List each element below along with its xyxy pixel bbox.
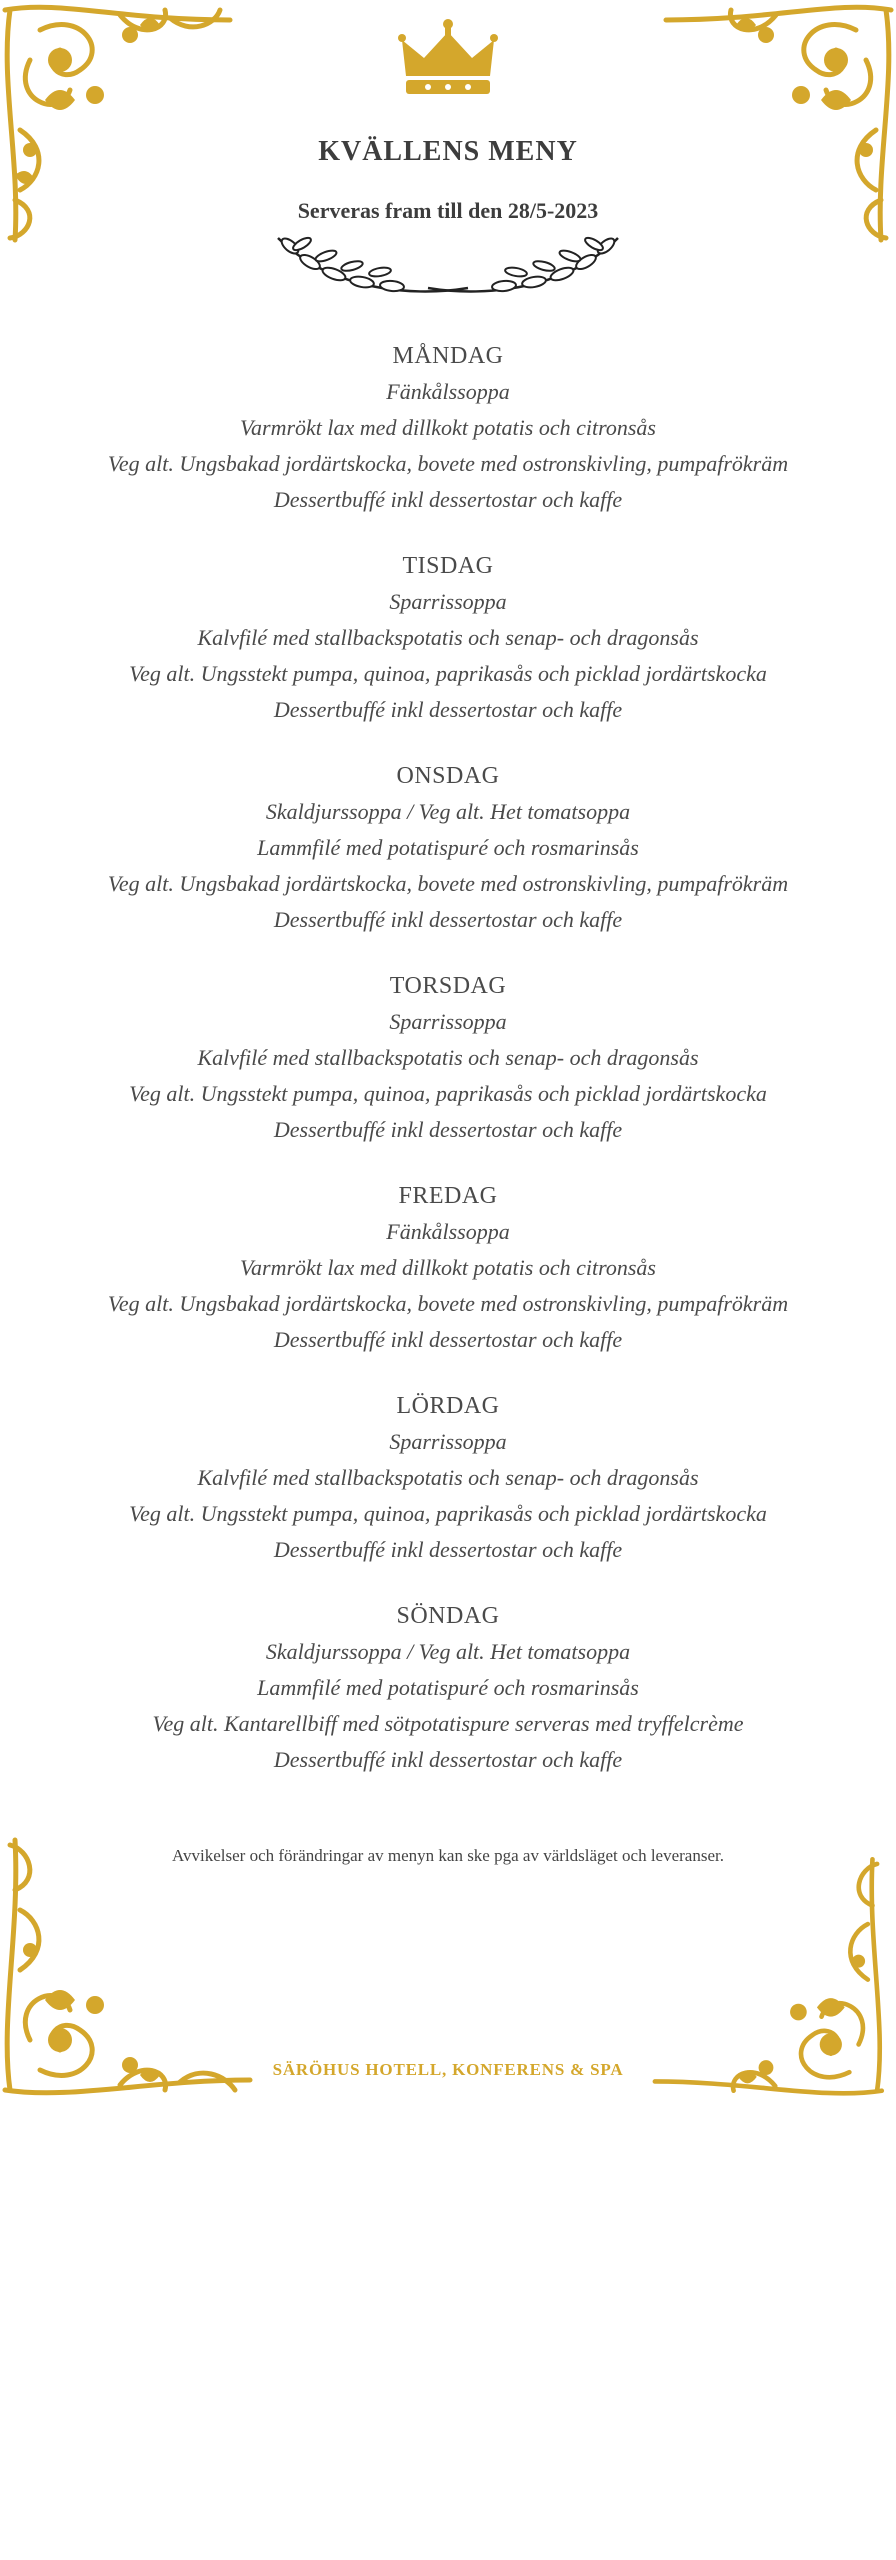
dish: Lammfilé med potatispuré och rosmarinsås — [257, 835, 639, 860]
dish: Veg alt. Ungsbakad jordärtskocka, bovete med ostronskivling, pumpafrökräm — [107, 451, 789, 476]
day-name: FREDAG — [398, 1183, 498, 1209]
laurel-wreath-icon — [268, 228, 628, 304]
dish: Skaldjurssoppa / Veg alt. Het tomatsoppa — [265, 799, 631, 824]
page-title: KVÄLLENS MENY — [318, 136, 578, 167]
dish: Dessertbuffé inkl dessertostar och kaffe — [273, 1117, 623, 1142]
day-block-wednesday — [0, 758, 896, 938]
day-name: SÖNDAG — [396, 1603, 500, 1629]
day-name: LÖRDAG — [396, 1393, 500, 1419]
dish: Kalvfilé med stallbackspotatis och senap- och dragonsås — [197, 1465, 699, 1490]
day-name: TISDAG — [402, 553, 494, 579]
dish: Dessertbuffé inkl dessertostar och kaffe — [273, 907, 623, 932]
page-subtitle: Serveras fram till den 28/5-2023 — [297, 198, 599, 223]
dish: Sparrissoppa — [389, 1009, 507, 1034]
dish: Skaldjurssoppa / Veg alt. Het tomatsoppa — [265, 1639, 631, 1664]
day-block-saturday — [0, 1388, 896, 1568]
dish: Dessertbuffé inkl dessertostar och kaffe — [273, 1537, 623, 1562]
day-name: MÅNDAG — [392, 343, 504, 369]
day-block-thursday — [0, 968, 896, 1148]
dish: Veg alt. Ungsbakad jordärtskocka, bovete med ostronskivling, pumpafrökräm — [107, 871, 789, 896]
dish: Fänkålssoppa — [386, 1219, 510, 1244]
dish: Veg alt. Ungsbakad jordärtskocka, bovete med ostronskivling, pumpafrökräm — [107, 1291, 789, 1316]
dish: Kalvfilé med stallbackspotatis och senap- och dragonsås — [197, 1045, 699, 1070]
dish: Varmrökt lax med dillkokt potatis och citronsås — [240, 1255, 656, 1280]
dish: Varmrökt lax med dillkokt potatis och citronsås — [240, 415, 656, 440]
dish: Dessertbuffé inkl dessertostar och kaffe — [273, 1327, 623, 1352]
day-block-friday — [0, 1178, 896, 1358]
dish: Veg alt. Ungsstekt pumpa, quinoa, paprikasås och picklad jordärtskocka — [129, 661, 767, 686]
dish: Veg alt. Kantarellbiff med sötpotatispure serveras med tryffelcrème — [152, 1711, 744, 1736]
day-block-monday — [0, 338, 896, 518]
dish: Sparrissoppa — [389, 589, 507, 614]
day-block-sunday — [0, 1598, 896, 1778]
crown-icon — [398, 18, 498, 98]
disclaimer-text: Avvikelser och förändringar av menyn kan ske pga av världsläget och leveranser. — [172, 1846, 724, 1865]
day-block-tuesday — [0, 548, 896, 728]
dish: Veg alt. Ungsstekt pumpa, quinoa, paprikasås och picklad jordärtskocka — [129, 1081, 767, 1106]
dish: Sparrissoppa — [389, 1429, 507, 1454]
dish: Dessertbuffé inkl dessertostar och kaffe — [273, 1747, 623, 1772]
dish: Fänkålssoppa — [386, 379, 510, 404]
day-name: ONSDAG — [396, 763, 500, 789]
footer-hotel-name: SÄRÖHUS HOTELL, KONFERENS & SPA — [272, 2060, 624, 2079]
dish: Dessertbuffé inkl dessertostar och kaffe — [273, 697, 623, 722]
day-name: TORSDAG — [389, 973, 507, 999]
dish: Veg alt. Ungsstekt pumpa, quinoa, paprikasås och picklad jordärtskocka — [129, 1501, 767, 1526]
weekly-menu — [0, 338, 896, 1808]
dish: Kalvfilé med stallbackspotatis och senap- och dragonsås — [197, 625, 699, 650]
dish: Dessertbuffé inkl dessertostar och kaffe — [273, 487, 623, 512]
dish: Lammfilé med potatispuré och rosmarinsås — [257, 1675, 639, 1700]
